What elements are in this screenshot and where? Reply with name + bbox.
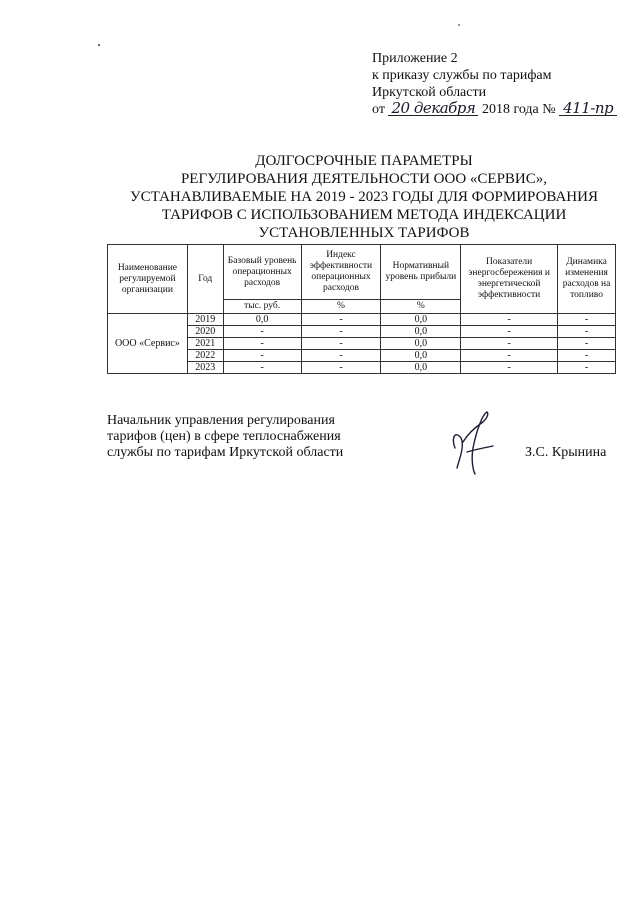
energy-cell: - — [461, 326, 558, 338]
header-index: Индекс эффективности операционных расходов — [301, 245, 381, 300]
from-label: от — [372, 102, 385, 117]
header-profit: Нормативный уровень прибыли — [381, 245, 461, 300]
header-base: Базовый уровень операционных расходов — [223, 245, 301, 300]
title-line: ТАРИФОВ С ИСПОЛЬЗОВАНИЕМ МЕТОДА ИНДЕКСАЦИИ — [161, 207, 567, 223]
appendix-number: Приложение 2 — [372, 51, 458, 66]
fuel-cell: - — [558, 338, 616, 350]
header-org: Наименование регулируемой организации — [108, 245, 188, 314]
document-title — [110, 152, 618, 242]
appendix-region: Иркутской области — [372, 85, 487, 100]
fuel-cell: - — [558, 350, 616, 362]
signatory-name: З.С. Крынина — [525, 445, 607, 460]
header-energy: Показатели энергосбережения и энергетической эффективности — [461, 245, 558, 314]
title-line: ДОЛГОСРОЧНЫЕ ПАРАМЕТРЫ — [255, 153, 473, 169]
index-cell: - — [301, 350, 381, 362]
signatory-line: Начальник управления регулирования — [107, 413, 335, 428]
year-cell: 2022 — [187, 350, 223, 362]
index-cell: - — [301, 338, 381, 350]
energy-cell: - — [461, 338, 558, 350]
fuel-cell: - — [558, 314, 616, 326]
title-line: УСТАНАВЛИВАЕМЫЕ НА 2019 - 2023 ГОДЫ ДЛЯ ФОРМИРОВАНИЯ — [130, 189, 598, 205]
scan-speck — [458, 24, 460, 26]
appendix-order-ref: к приказу службы по тарифам — [372, 68, 552, 83]
energy-cell: - — [461, 314, 558, 326]
year-cell: 2023 — [187, 362, 223, 374]
profit-cell: 0,0 — [381, 362, 461, 374]
unit-base: тыс. руб. — [223, 300, 301, 314]
profit-cell: 0,0 — [381, 326, 461, 338]
base-cell: - — [223, 362, 301, 374]
profit-cell: 0,0 — [381, 338, 461, 350]
energy-cell: - — [461, 350, 558, 362]
profit-cell: 0,0 — [381, 314, 461, 326]
scan-speck — [98, 44, 100, 46]
parameters-table — [107, 244, 616, 374]
year-cell: 2021 — [187, 338, 223, 350]
org-name-cell: ООО «Сервис» — [108, 314, 188, 374]
handwritten-date: 20 декабря — [388, 101, 478, 116]
base-cell: - — [223, 350, 301, 362]
table-row — [108, 314, 616, 326]
signatory-title — [107, 413, 377, 461]
appendix-header — [372, 50, 634, 118]
table-header-row — [108, 245, 616, 300]
appendix-date-line — [372, 101, 634, 118]
year-cell: 2019 — [187, 314, 223, 326]
signatory-line: службы по тарифам Иркутской области — [107, 445, 344, 460]
unit-index: % — [301, 300, 381, 314]
title-line: УСТАНОВЛЕННЫХ ТАРИФОВ — [258, 225, 470, 241]
energy-cell: - — [461, 362, 558, 374]
handwritten-signature — [443, 408, 503, 478]
unit-profit: % — [381, 300, 461, 314]
index-cell: - — [301, 314, 381, 326]
base-cell: 0,0 — [223, 314, 301, 326]
handwritten-order-number: 411-пр — [559, 101, 617, 116]
fuel-cell: - — [558, 326, 616, 338]
base-cell: - — [223, 338, 301, 350]
profit-cell: 0,0 — [381, 350, 461, 362]
header-year: Год — [187, 245, 223, 314]
header-fuel: Динамика изменения расходов на топливо — [558, 245, 616, 314]
index-cell: - — [301, 326, 381, 338]
fuel-cell: - — [558, 362, 616, 374]
signatory-line: тарифов (цен) в сфере теплоснабжения — [107, 429, 341, 444]
year-number-label: 2018 года № — [481, 102, 556, 117]
year-cell: 2020 — [187, 326, 223, 338]
base-cell: - — [223, 326, 301, 338]
title-line: РЕГУЛИРОВАНИЯ ДЕЯТЕЛЬНОСТИ ООО «СЕРВИС», — [180, 171, 548, 187]
index-cell: - — [301, 362, 381, 374]
